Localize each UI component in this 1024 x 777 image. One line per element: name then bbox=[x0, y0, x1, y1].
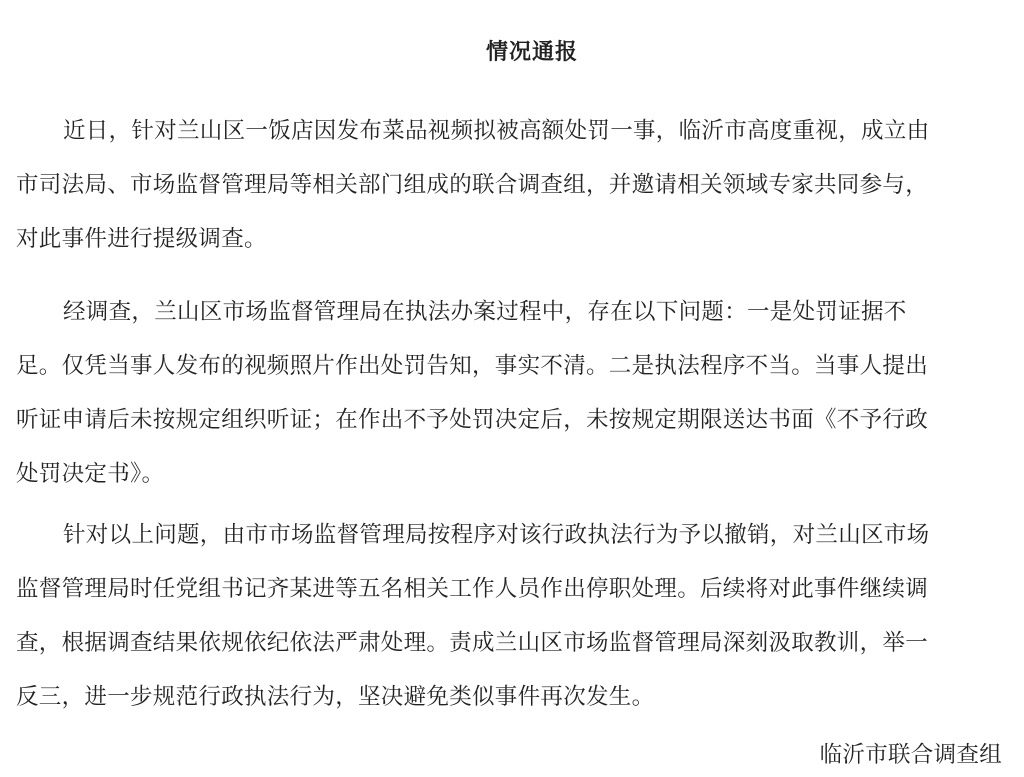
paragraph-line: 足。仅凭当事人发布的视频照片作出处罚告知，事实不清。二是执法程序不当。当事人提出 bbox=[16, 353, 929, 379]
paragraph-line: 近日，针对兰山区一饭店因发布菜品视频拟被高额处罚一事，临沂市高度重视，成立由 bbox=[63, 118, 930, 144]
paragraph-line: 针对以上问题，由市市场监督管理局按程序对该行政执法行为予以撤销，对兰山区市场 bbox=[63, 522, 930, 548]
paragraph-line: 反三，进一步规范行政执法行为，坚决避免类似事件再次发生。 bbox=[16, 684, 655, 710]
paragraph-line: 监督管理局时任党组书记齐某进等五名相关工作人员作出停职处理。后续将对此事件继续调 bbox=[16, 576, 929, 602]
signature: 临沂市联合调查组 bbox=[819, 742, 1002, 768]
paragraph-line: 处罚决定书》。 bbox=[16, 461, 165, 487]
paragraph-line: 经调查，兰山区市场监督管理局在执法办案过程中，存在以下问题：一是处罚证据不 bbox=[63, 299, 907, 325]
paragraph-line: 查，根据调查结果依规依纪依法严肃处理。责成兰山区市场监督管理局深刻汲取教训，举一 bbox=[16, 630, 929, 656]
paragraph-line: 对此事件进行提级调查。 bbox=[16, 226, 267, 252]
document-title: 情况通报 bbox=[485, 39, 578, 65]
paragraph-line: 市司法局、市场监督管理局等相关部门组成的联合调查组，并邀请相关领域专家共同参与， bbox=[16, 172, 929, 198]
paragraph-line: 听证申请后未按规定组织听证；在作出不予处罚决定后，未按规定期限送达书面《不予行政 bbox=[16, 407, 929, 433]
